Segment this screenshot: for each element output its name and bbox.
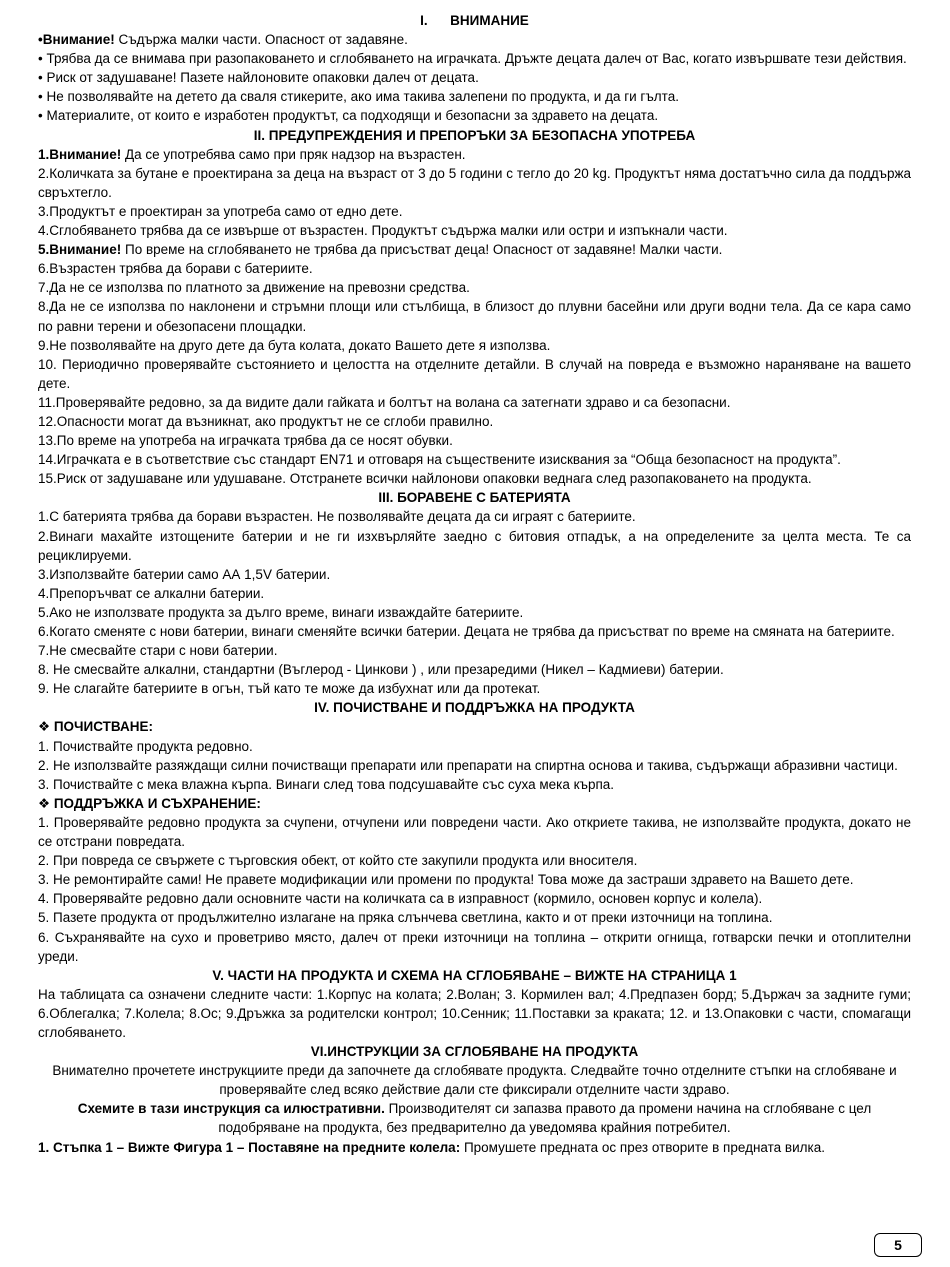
maintenance-item: 1. Проверявайте редовно продукта за счупени, отчупени или повредени части. Ако откриете такива, не използвайте продукта, докато не се отстрани повредата.: [38, 814, 911, 850]
section-2-title: II. ПРЕДУПРЕЖДЕНИЯ И ПРЕПОРЪКИ ЗА БЕЗОПАСНА УПОТРЕБА: [253, 127, 696, 143]
cleaning-subtitle: ❖ ПОЧИСТВАНЕ:: [38, 719, 153, 735]
safety-item: 2.Количката за бутане е проектирана за деца на възраст от 3 до 5 години с тегло до 20 kg. Продуктът няма достатъчно сила да поддържа свръхтегло.: [38, 165, 911, 200]
warning-line: • Материалите, от които е изработен продуктът, са подходящи и безопасни за здравето на децата.: [38, 108, 659, 124]
battery-item: 3.Използвайте батерии само АА 1,5V батерии.: [38, 566, 331, 582]
battery-item: 6.Когато сменяте с нови батерии, винаги сменяйте всички батерии. Децата не трябва да присъстват по време на смяната на батериите.: [38, 624, 895, 639]
battery-item: 1.С батерията трябва да борави възрастен. Не позволявайте децата да си играят с батериите.: [38, 509, 636, 525]
manual-page: [38, 11, 911, 1157]
safety-item: 12.Опасности могат да възникнат, ако продуктът не се сглоби правилно.: [38, 413, 494, 429]
assembly-step-1: 1. Стъпка 1 – Вижте Фигура 1 – Поставяне на предните колела: Промушете предната ос през отворите в предната вилка.: [38, 1139, 825, 1155]
warning-line: • Не позволявайте на детето да сваля стикерите, ако има такива залепени по продукта, и да ги гълта.: [38, 89, 679, 105]
safety-item: 9.Не позволявайте на друго дете да бута колата, докато Вашето дете я използва.: [38, 337, 551, 353]
section-5-title: V. ЧАСТИ НА ПРОДУКТА И СХЕМА НА СГЛОБЯВАНЕ – ВИЖТЕ НА СТРАНИЦА 1: [212, 967, 737, 983]
safety-item: 8.Да не се използва по наклонени и стръмни площи или стълбища, в близост до плувни басейни или други водни тела. Да се кара само по равни терени и обезопасени площадки.: [38, 299, 911, 334]
safety-item: 14.Играчката е в съответствие със стандарт EN71 и отговаря на съществените изисквания за “Обща безопасност на продукта”.: [38, 452, 841, 468]
battery-item: 5.Ако не използвате продукта за дълго време, винаги изваждайте батериите.: [38, 604, 524, 620]
safety-item: 4.Сглобяването трябва да се извърше от възрастен. Продуктът съдържа малки или остри и изпъкнали части.: [38, 223, 728, 239]
warning-line: • Риск от задушаване! Пазете найлоновите опаковки далеч от децата.: [38, 70, 479, 86]
maintenance-item: 3. Не ремонтирайте сами! Не правете модификации или промени по продукта! Това може да застраши здравето на Вашето дете.: [38, 872, 854, 888]
safety-item: 3.Продуктът е проектиран за употреба само от едно дете.: [38, 203, 403, 219]
section-6-title: VI.ИНСТРУКЦИИ ЗА СГЛОБЯВАНЕ НА ПРОДУКТА: [310, 1044, 639, 1060]
warning-line: • Трябва да се внимава при разопаковането и сглобяването на играчката. Дръжте децата далеч от Вас, когато извършвате тези действия.: [38, 51, 907, 67]
section-1-title: I. ВНИМАНИЕ: [420, 13, 529, 28]
parts-list: На таблицата са означени следните части: 1.Корпус на колата; 2.Волан; 3. Кормилен вал; 4.Предпазен борд; 5.Държач за задните гуми; 6.Облегалка; 7.Колела; 8.Ос; 9.Дръжка за родителски контрол; 10.Сенник; 11.Поставки за краката; 12. и 13.Опаковки с части, спомагащи сглобяването.: [38, 986, 911, 1040]
section-3-title: III. БОРАВЕНЕ С БАТЕРИЯТА: [378, 490, 571, 506]
safety-item: 15.Риск от задушаване или удушаване. Отстранете всички найлонови опаковки веднага след разопаковането на продукта.: [38, 471, 812, 487]
maintenance-item: 6. Съхранявайте на сухо и проветриво място, далеч от преки източници на топлина – открити огнища, готварски печки и отоплителни уреди.: [38, 929, 911, 964]
battery-item: 2.Винаги махайте изтощените батерии и не ги изхвърляйте заедно с битовия отпадък, а на определените за целта места. Те са рециклируеми.: [38, 528, 911, 563]
maintenance-subtitle: ❖ ПОДДРЪЖКА И СЪХРАНЕНИЕ:: [38, 795, 261, 811]
assembly-intro: Внимателно прочетете инструкциите преди да започнете да сглобявате продукта. Следвайте точно отделните стъпки на сглобяване и проверявайте след всяко действие дали сте фиксирали отделните части здраво.: [52, 1063, 897, 1098]
safety-item: 10. Периодично проверявайте състоянието и целостта на отделните детайли. В случай на повреда е възможно нараняване на вашето дете.: [38, 356, 911, 391]
safety-item: 5.Внимание! По време на сглобяването не трябва да присъстват деца! Опасност от задавяне! Малки части.: [38, 242, 723, 258]
battery-item: 7.Не смесвайте стари с нови батерии.: [38, 643, 278, 659]
safety-item: 7.Да не се използва по платното за движение на превозни средства.: [38, 280, 470, 296]
cleaning-item: 2. Не използвайте разяждащи силни почистващи препарати или препарати на спиртна основа и такива, съдържащи абразивни частици.: [38, 757, 898, 773]
warning-label: •Внимание!: [38, 32, 115, 48]
battery-item: 8. Не смесвайте алкални, стандартни (Въглерод - Цинкови ) , или презаредими (Никел – Кадмиеви) батерии.: [38, 662, 724, 678]
safety-item: 13.По време на употреба на играчката трябва да се носят обувки.: [38, 433, 453, 449]
section-4-title: IV. ПОЧИСТВАНЕ И ПОДДРЪЖКА НА ПРОДУКТА: [314, 700, 635, 716]
cleaning-item: 1. Почиствайте продукта редовно.: [38, 738, 253, 754]
page-number: 5: [874, 1233, 922, 1257]
safety-item: 1.Внимание! Да се употребява само при пряк надзор на възрастен.: [38, 146, 466, 162]
maintenance-item: 4. Проверявайте редовно дали основните части на количката са в изправност (кормило, основен корпус и колела).: [38, 891, 763, 907]
warning-line: •Внимание! Съдържа малки части. Опасност от задавяне.: [38, 32, 408, 48]
cleaning-item: 3. Почиствайте с мека влажна кърпа. Винаги след това подсушавайте със суха мека кърпа.: [38, 776, 615, 792]
maintenance-item: 2. При повреда се свържете с търговския обект, от който сте закупили продукта или вносителя.: [38, 853, 638, 869]
safety-item: 11.Проверявайте редовно, за да видите дали гайката и болтът на волана са затегнати здраво и са безопасни.: [38, 394, 731, 410]
battery-item: 9. Не слагайте батериите в огън, тъй като те може да избухнат или да протекат.: [38, 681, 541, 697]
battery-item: 4.Препоръчват се алкални батерии.: [38, 585, 265, 601]
maintenance-item: 5. Пазете продукта от продължително излагане на пряка слънчева светлина, както и от преки източници на топлина.: [38, 910, 773, 926]
assembly-disclaimer: Схемите в тази инструкция са илюстративни. Производителят си запазва правото да промени начина на сглобяване с цел подобряване на продукта, без предварително да уведомява крайния потребител.: [77, 1101, 872, 1136]
safety-item: 6.Възрастен трябва да борави с батериите.: [38, 261, 313, 277]
